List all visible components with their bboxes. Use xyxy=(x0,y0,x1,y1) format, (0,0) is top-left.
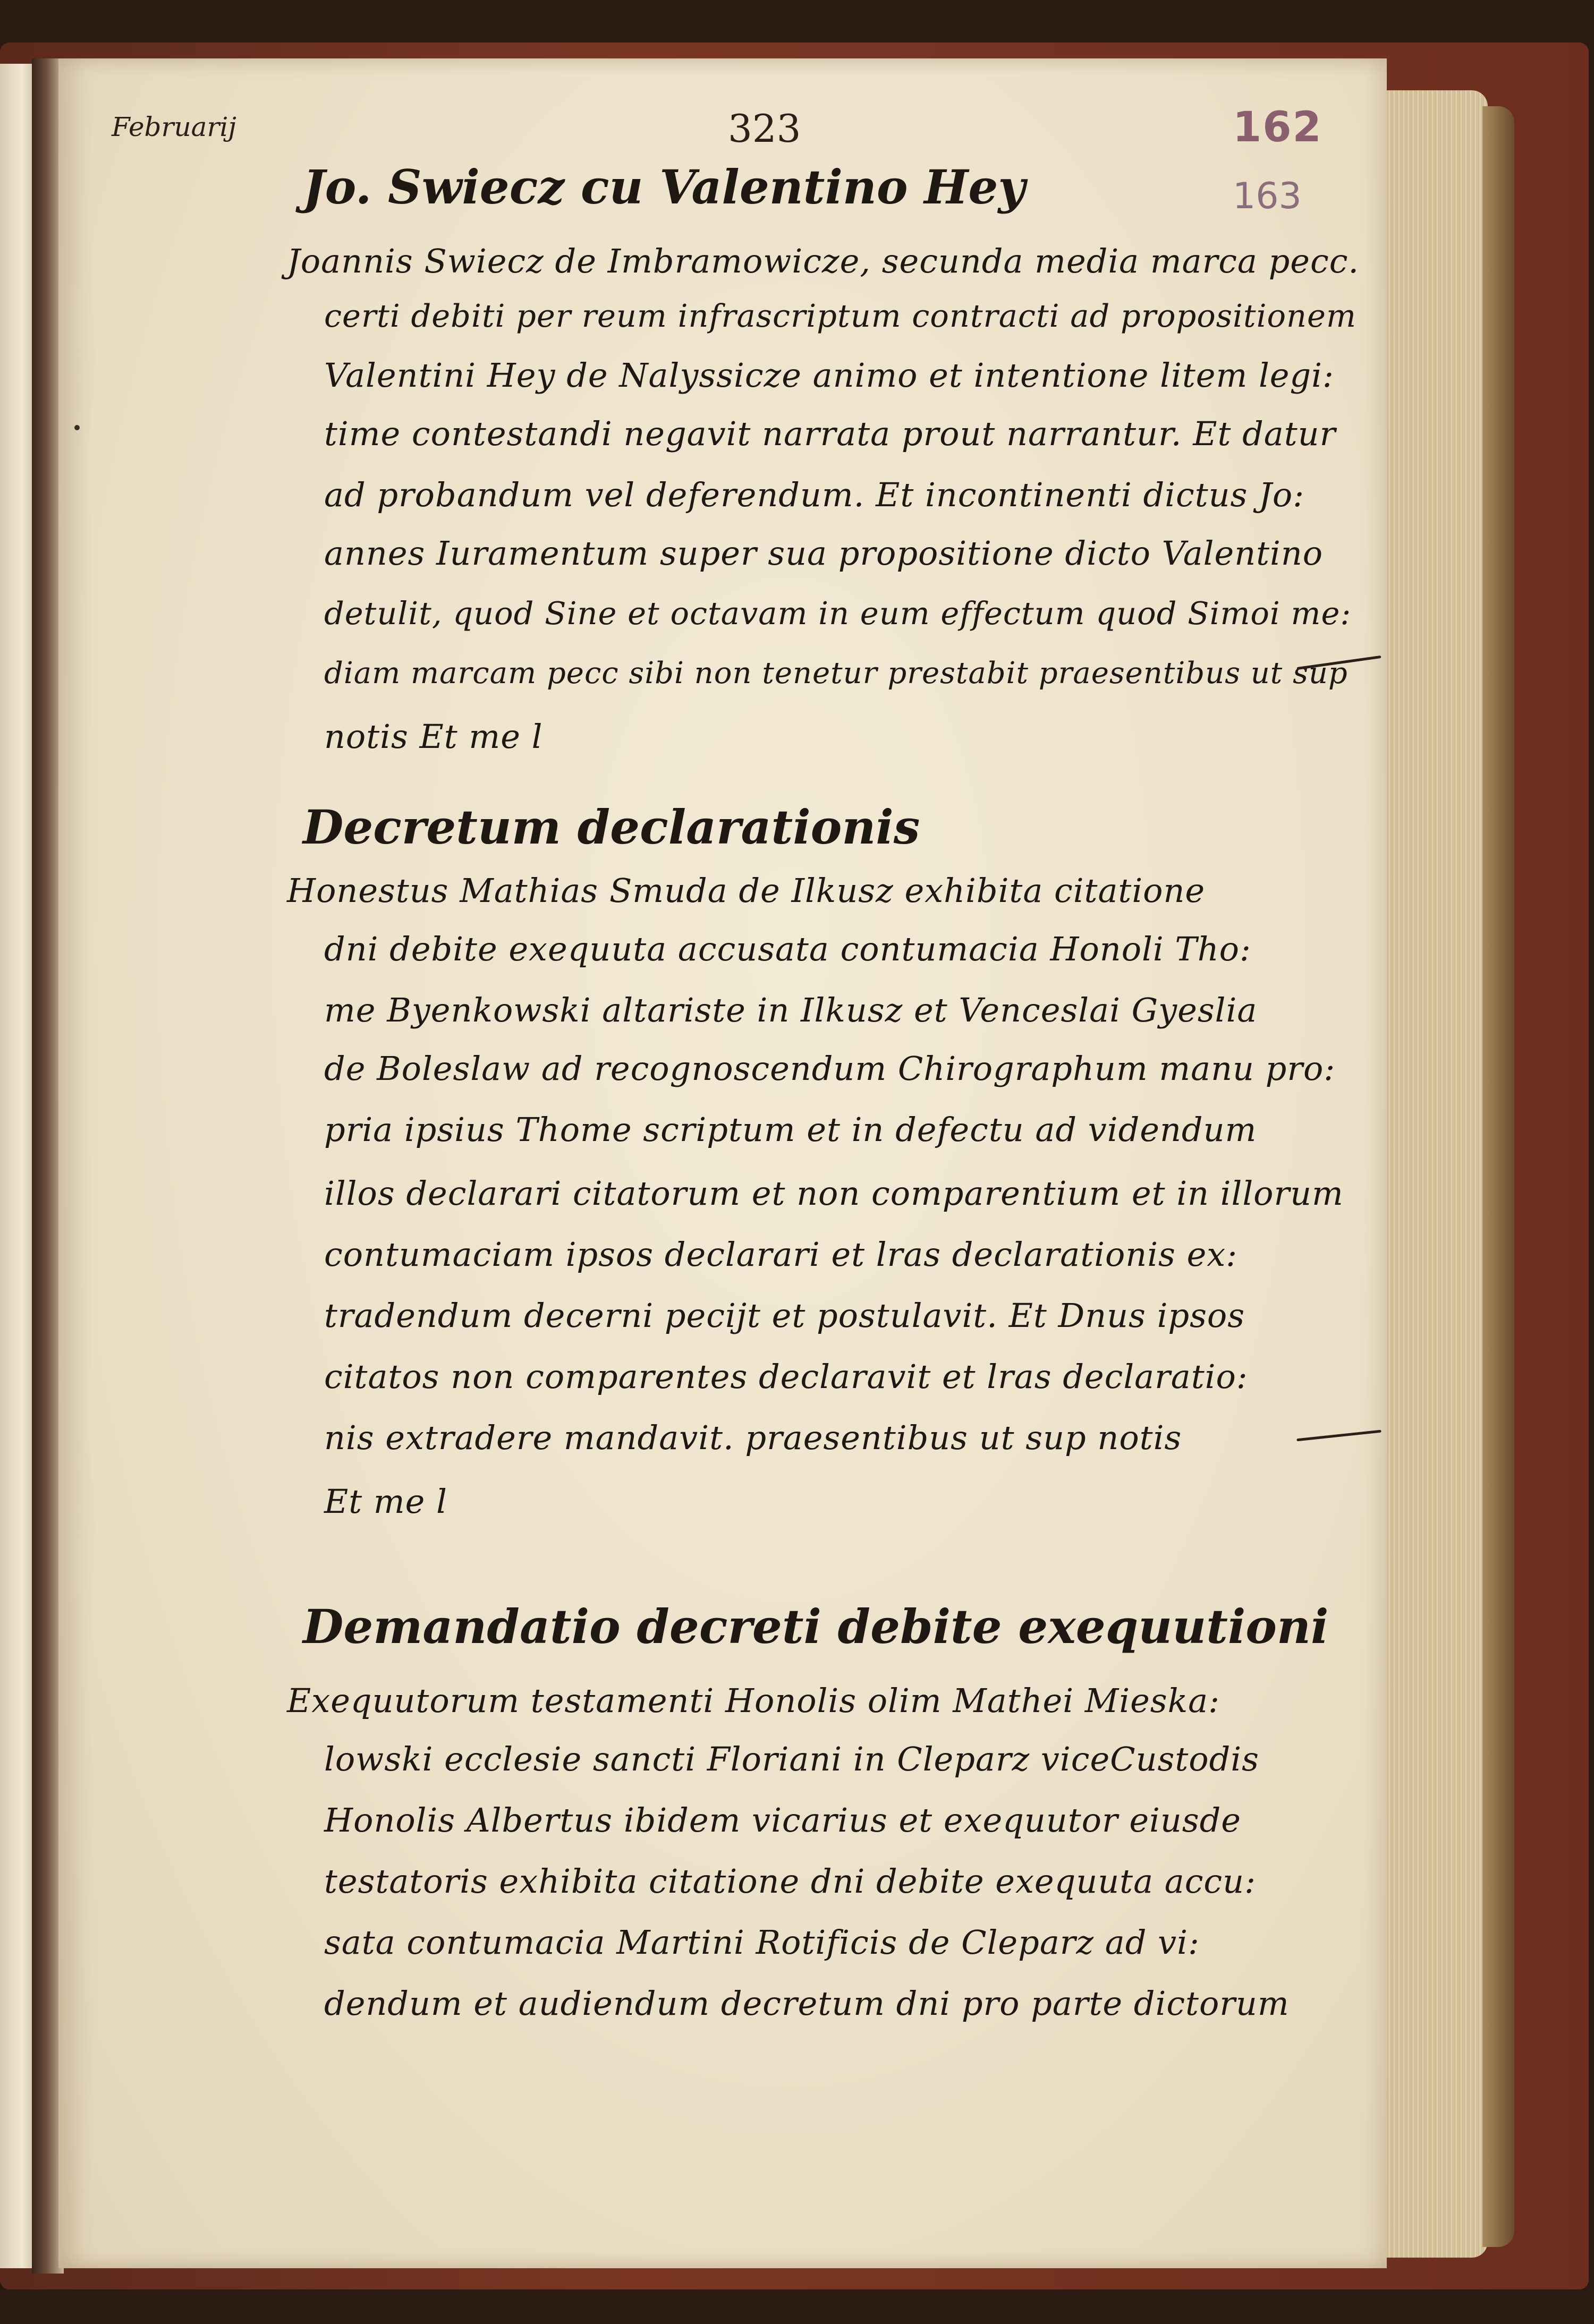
text-line: testatoris exhibita citatione dni debite exequuta accu: xyxy=(324,1862,1256,1901)
entry-heading: Decretum declarationis xyxy=(303,799,920,855)
margin-note: Februarij xyxy=(112,112,236,142)
text-line: time contestandi negavit narrata prout narrantur. Et datur xyxy=(324,414,1336,453)
text-line: certi debiti per reum infrascriptum contracti ad propositionem xyxy=(324,297,1356,334)
folio-number-crossed: 162 xyxy=(1233,104,1322,151)
page-number: 323 xyxy=(728,106,801,151)
text-line: dni debite exequuta accusata contumacia Honoli Tho: xyxy=(324,930,1251,968)
text-line: Honolis Albertus ibidem vicarius et exequutor eiusde xyxy=(324,1801,1241,1840)
text-line: diam marcam pecc sibi non tenetur prestabit praesentibus ut sup xyxy=(324,656,1348,691)
text-line: citatos non comparentes declaravit et lras declaratio: xyxy=(324,1357,1248,1396)
text-line: me Byenkowski altariste in Ilkusz et Venceslai Gyeslia xyxy=(324,991,1258,1029)
text-line: annes Iuramentum super sua propositione dicto Valentino xyxy=(324,534,1324,573)
text-line: nis extradere mandavit. praesentibus ut sup notis xyxy=(324,1418,1182,1457)
text-line: notis Et me l xyxy=(324,717,543,756)
text-line: detulit, quod Sine et octavam in eum effectum quod Simoi me: xyxy=(324,595,1352,632)
text-line: sata contumacia Martini Rotificis de Cleparz ad vi: xyxy=(324,1923,1200,1962)
text-line: de Boleslaw ad recognoscendum Chirographum manu pro: xyxy=(324,1049,1336,1088)
text-line: Joannis Swiecz de Imbramowicze, secunda media marca pecc. xyxy=(287,242,1360,280)
folio-number: 163 xyxy=(1233,175,1302,217)
text-line: Exequutorum testamenti Honolis olim Mathei Mieska: xyxy=(287,1681,1220,1720)
page-block-edge xyxy=(1381,90,1488,2258)
text-line: pria ipsius Thome scriptum et in defectu ad videndum xyxy=(324,1110,1257,1149)
page-block-shadow xyxy=(1482,106,1514,2247)
text-line: illos declarari citatorum et non comparentium et in illorum xyxy=(324,1174,1344,1213)
text-line: lowski ecclesie sancti Floriani in Cleparz viceCustodis xyxy=(324,1740,1259,1778)
text-line: ad probandum vel deferendum. Et incontinenti dictus Jo: xyxy=(324,475,1305,514)
entry-heading: Demandatio decreti debite exequutioni xyxy=(303,1599,1329,1654)
text-line: contumaciam ipsos declarari et lras declarationis ex: xyxy=(324,1235,1238,1274)
text-line: tradendum decerni pecijt et postulavit. Et Dnus ipsos xyxy=(324,1296,1245,1335)
text-line: Et me l xyxy=(324,1482,447,1521)
entry-heading: Jo. Swiecz cu Valentino Hey xyxy=(303,159,1025,215)
text-line: Honestus Mathias Smuda de Ilkusz exhibita citatione xyxy=(287,871,1206,910)
text-line: Valentini Hey de Nalyssicze animo et intentione litem legi: xyxy=(324,356,1334,395)
text-line: dendum et audiendum decretum dni pro parte dictorum xyxy=(324,1984,1290,2023)
margin-dot xyxy=(74,425,80,430)
